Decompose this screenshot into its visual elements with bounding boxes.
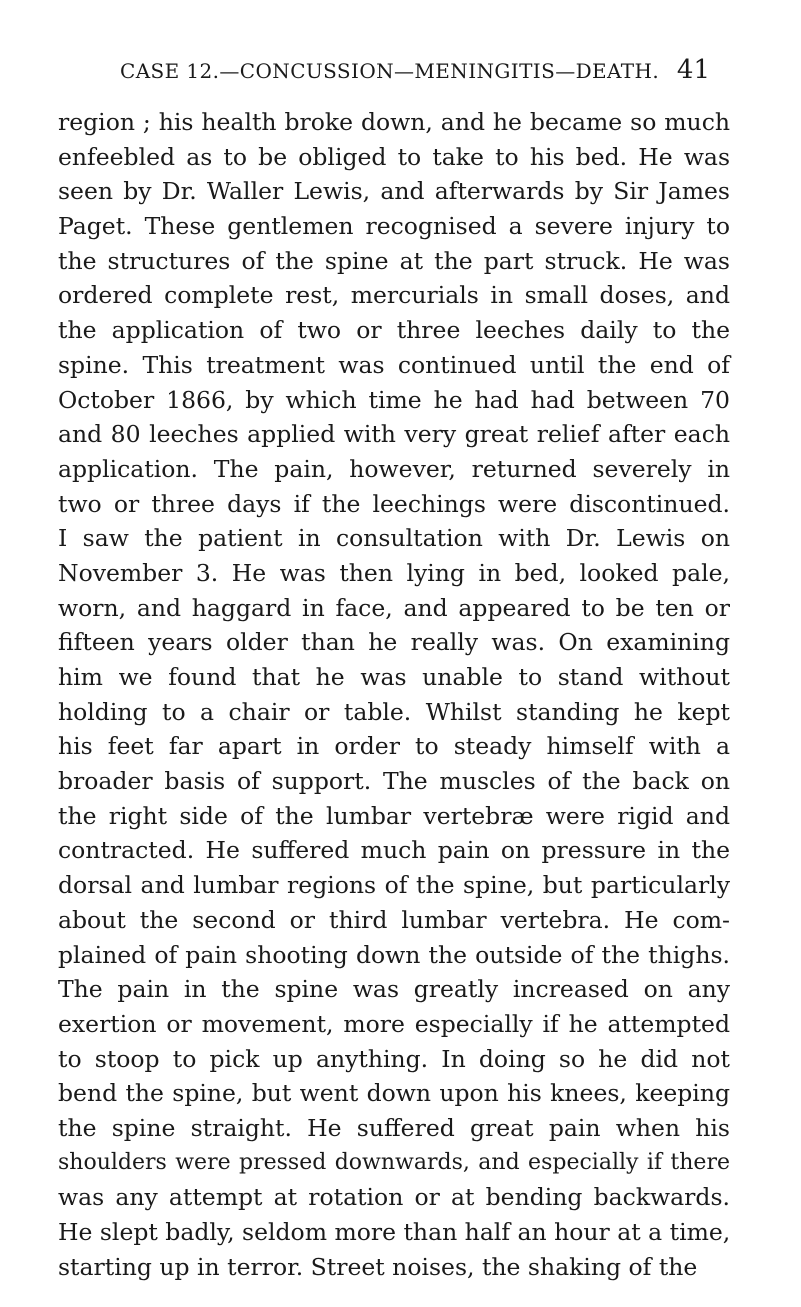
text-line: seen by Dr. Waller Lewis, and afterwards by Sir James	[58, 177, 730, 206]
text-line: starting up in terror. Street noises, the shaking of the	[58, 1252, 698, 1281]
text-line: fifteen years older than he really was. On examining	[58, 628, 730, 657]
text-line: plained of pain shooting down the outside of the thighs.	[58, 940, 730, 969]
text-line: exertion or movement, more especially if he attempted	[58, 1009, 730, 1038]
text-line: contracted. He suffered much pain on pressure in the	[58, 836, 730, 865]
text-line: about the second or third lumbar vertebra. He com-	[58, 905, 730, 934]
text-line: ordered complete rest, mercurials in small doses, and	[58, 281, 730, 310]
text-line: He slept badly, seldom more than half an hour at a time,	[58, 1218, 731, 1246]
text-line: November 3. He was then lying in bed, looked pale,	[58, 558, 730, 587]
text-line: two or three days if the leechings were discontinued.	[58, 489, 730, 518]
text-line: I saw the patient in consultation with Dr. Lewis on	[58, 524, 730, 553]
text-line: his feet far apart in order to steady himself with a	[58, 732, 730, 761]
text-line: dorsal and lumbar regions of the spine, but particularly	[58, 871, 730, 900]
text-line: shoulders were pressed downwards, and especially if there	[58, 1149, 730, 1175]
text-line: the right side of the lumbar vertebræ were rigid and	[58, 801, 730, 830]
page-number: 41	[676, 55, 710, 85]
text-line: him we found that he was unable to stand without	[58, 663, 730, 691]
text-line: Paget. These gentlemen recognised a severe injury to	[58, 212, 730, 241]
running-head	[120, 55, 710, 89]
text-line: the structures of the spine at the part struck. He was	[58, 246, 730, 275]
text-line: application. The pain, however, returned severely in	[58, 454, 730, 483]
text-line: was any attempt at rotation or at bending backwards.	[58, 1183, 730, 1212]
text-line: The pain in the spine was greatly increased on any	[58, 975, 730, 1004]
text-line: enfeebled as to be obliged to take to his bed. He was	[58, 142, 730, 171]
text-line: to stoop to pick up anything. In doing so he did not	[58, 1044, 730, 1073]
text-line: bend the spine, but went down upon his knees, keeping	[58, 1079, 730, 1108]
text-line: and 80 leeches applied with very great relief after each	[58, 420, 730, 449]
body-text	[58, 105, 730, 1284]
text-line: October 1866, by which time he had had between 70	[58, 385, 730, 414]
text-line: broader basis of support. The muscles of the back on	[58, 767, 730, 796]
text-line: spine. This treatment was continued until the end of	[58, 350, 730, 379]
text-line: worn, and haggard in face, and appeared to be ten or	[58, 593, 730, 622]
text-line: the application of two or three leeches daily to the	[58, 316, 730, 345]
text-line: region ; his health broke down, and he became so much	[58, 108, 730, 136]
text-line: the spine straight. He suffered great pain when his	[58, 1113, 730, 1142]
text-line: holding to a chair or table. Whilst standing he kept	[58, 697, 730, 726]
running-title: CASE 12.—CONCUSSION—MENINGITIS—DEATH.	[120, 59, 660, 83]
